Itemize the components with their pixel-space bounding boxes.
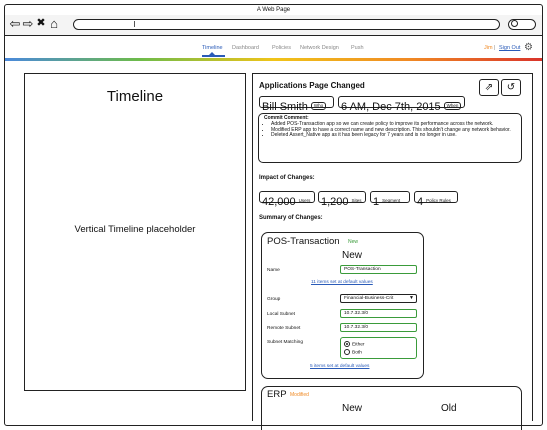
comment-title: Commit Comment: <box>264 115 309 121</box>
change-heading: Applications Page Changed <box>259 81 365 90</box>
radio-either[interactable] <box>344 341 365 347</box>
impact-segment <box>370 191 410 208</box>
tab-network-design[interactable]: Network Design <box>300 45 339 51</box>
timeline-placeholder: Vertical Timeline placeholder <box>74 224 196 235</box>
default-values-link[interactable]: 11 items set at default values <box>311 280 373 285</box>
tab-timeline[interactable]: Timeline <box>202 45 223 51</box>
when-pill <box>338 96 465 113</box>
impact-value: 1 <box>373 196 380 208</box>
who-label: Who <box>311 102 326 110</box>
nav-separator: | <box>494 45 496 51</box>
impact-value: 1,200 <box>321 196 349 208</box>
user-name[interactable]: Jim <box>484 45 493 51</box>
who-value: Bill Smith <box>262 101 308 113</box>
erp-status: Modified <box>290 392 309 398</box>
search-box[interactable] <box>508 19 536 30</box>
sign-out-link[interactable]: Sign Out <box>499 45 521 51</box>
subnet-matching-label: Subnet Matching <box>267 340 304 345</box>
address-caret <box>134 21 135 27</box>
back-icon[interactable]: ⇦ <box>9 16 21 31</box>
search-icon <box>511 20 518 27</box>
radio-label: Either <box>352 342 365 348</box>
when-value: 6 AM, Dec 7th, 2015 <box>341 101 441 113</box>
impact-value: 42,000 <box>262 196 296 208</box>
comment-item: • Deleted Assert_Native app as it has been legacy for 7 years and is no longer in use. <box>271 133 516 139</box>
group-label: Group <box>267 297 281 302</box>
home-icon[interactable]: ⌂ <box>50 16 58 31</box>
remote-subnet-label: Remote Subnet <box>267 326 301 331</box>
impact-label: Users <box>298 198 311 204</box>
nav-gradient-bar <box>5 58 542 61</box>
name-label: Name <box>267 268 280 273</box>
local-subnet-field[interactable]: 10.7.32.3/0 <box>340 309 417 318</box>
comment-item: • Modified ERP app to have a correct name and new description. This shouldn't change any network behavior. <box>271 128 516 134</box>
impact-value: 4 <box>417 196 424 208</box>
remote-subnet-field[interactable]: 10.7.32.3/0 <box>340 323 417 332</box>
comment-item: • Added POS-Transaction app so we can create policy to improve its performance across the network. <box>271 122 516 128</box>
tab-dashboard[interactable]: Dashboard <box>232 45 259 51</box>
tab-policies[interactable]: Policies <box>272 45 291 51</box>
chevron-down-icon: ▼ <box>409 295 414 301</box>
pos-column-new: New <box>342 250 363 261</box>
impact-label: Segment <box>382 198 401 204</box>
erp-column-old: Old <box>441 403 457 414</box>
window-title: A Web Page <box>256 7 291 13</box>
who-pill <box>259 96 334 113</box>
timeline-title: Timeline <box>106 88 164 105</box>
impact-policy-rules <box>414 191 458 208</box>
default-values-link[interactable]: 5 items set at default values <box>310 364 370 369</box>
commit-comment <box>258 113 522 163</box>
name-field[interactable]: POS-Transaction <box>340 265 417 274</box>
group-select[interactable] <box>340 294 417 303</box>
address-bar[interactable] <box>73 19 500 30</box>
pos-status: New <box>348 239 359 245</box>
impact-sites <box>318 191 366 208</box>
impact-title: Impact of Changes: <box>259 175 315 181</box>
impact-users <box>259 191 315 208</box>
radio-label: Both <box>352 350 362 356</box>
stop-icon[interactable]: ✖ <box>36 17 46 29</box>
active-tab-underline <box>202 55 225 57</box>
share-icon[interactable]: ⇗ <box>479 79 499 96</box>
gear-icon[interactable]: ⚙ <box>524 42 533 53</box>
revert-icon[interactable]: ↺ <box>501 79 521 96</box>
group-value: Financial-Business-Crit <box>344 296 394 301</box>
radio-icon <box>344 349 350 355</box>
when-label: When <box>444 102 462 110</box>
erp-column-new: New <box>342 403 363 414</box>
radio-both[interactable] <box>344 349 362 355</box>
pos-title: POS-Transaction <box>267 236 340 247</box>
impact-label: Sites <box>351 198 362 204</box>
tab-push[interactable]: Push <box>351 45 364 51</box>
impact-label: Policy Rules <box>426 198 451 204</box>
erp-title: ERP <box>267 389 287 400</box>
summary-title: Summary of Changes: <box>259 215 323 221</box>
radio-selected-icon <box>344 341 350 347</box>
local-subnet-label: Local Subnet <box>267 312 296 317</box>
forward-icon[interactable]: ⇨ <box>22 16 34 31</box>
subnet-matching-group <box>340 337 417 359</box>
